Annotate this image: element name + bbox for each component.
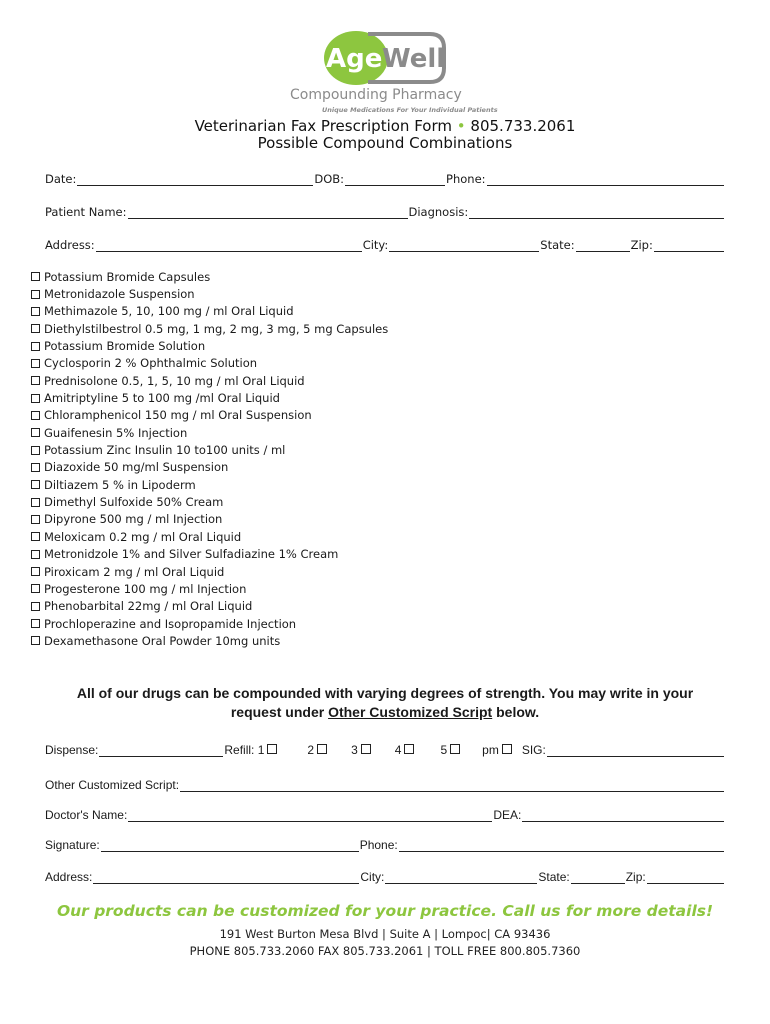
medication-item bbox=[31, 337, 388, 354]
medication-item bbox=[31, 320, 388, 337]
medication-item bbox=[31, 563, 388, 580]
medication-checkbox[interactable] bbox=[31, 463, 40, 472]
date-label: Date: bbox=[45, 172, 77, 186]
logo-subtitle: Compounding Pharmacy bbox=[290, 87, 462, 103]
row-address bbox=[45, 236, 725, 252]
logo-brand-age: Age bbox=[326, 44, 383, 74]
medication-checkbox[interactable] bbox=[31, 359, 40, 368]
row-signature-phone bbox=[45, 836, 725, 852]
form-subtitle: Possible Compound Combinations bbox=[257, 134, 513, 152]
medication-item bbox=[31, 528, 388, 545]
patient-name-field[interactable] bbox=[128, 206, 408, 219]
medication-checkbox[interactable] bbox=[31, 272, 40, 281]
doctor-address-label: Address: bbox=[45, 870, 93, 884]
medication-item bbox=[31, 459, 388, 476]
refill-label: Refill: 1 bbox=[224, 743, 265, 757]
medication-checkbox[interactable] bbox=[31, 394, 40, 403]
refill-5-label: 5 bbox=[440, 743, 448, 757]
medication-item bbox=[31, 493, 388, 510]
doctor-address-field[interactable] bbox=[93, 871, 359, 884]
medication-label: Metronidazole Suspension bbox=[44, 287, 195, 302]
compounding-notice bbox=[40, 684, 730, 722]
notice-line-2-pre: request under bbox=[230, 704, 325, 720]
medication-label: Diltiazem 5 % in Lipoderm bbox=[44, 477, 196, 492]
zip-field[interactable] bbox=[654, 239, 724, 252]
medication-item bbox=[31, 441, 388, 458]
medication-checkbox[interactable] bbox=[31, 584, 40, 593]
medication-checkbox[interactable] bbox=[31, 411, 40, 420]
dispense-label: Dispense: bbox=[45, 743, 99, 757]
medication-checkbox[interactable] bbox=[31, 515, 40, 524]
medication-checkbox[interactable] bbox=[31, 342, 40, 351]
diagnosis-field[interactable] bbox=[469, 206, 724, 219]
dob-field[interactable] bbox=[345, 173, 445, 186]
doctor-phone-label: Phone: bbox=[359, 838, 398, 852]
notice-other-script-link: Other Customized Script bbox=[328, 704, 493, 720]
signature-field[interactable] bbox=[101, 839, 359, 852]
footer-phones: PHONE 805.733.2060 FAX 805.733.2061 | TOLL FREE 800.805.7360 bbox=[189, 944, 581, 958]
medication-label: Amitriptyline 5 to 100 mg /ml Oral Liquid bbox=[44, 391, 280, 406]
medication-checkbox[interactable] bbox=[31, 619, 40, 628]
logo-mark bbox=[318, 28, 450, 88]
doctor-name-label: Doctor's Name: bbox=[45, 808, 128, 822]
row-doctor-address bbox=[45, 868, 725, 884]
medication-label: Phenobarbital 22mg / ml Oral Liquid bbox=[44, 599, 253, 614]
dispense-field[interactable] bbox=[99, 744, 223, 757]
doctor-state-field[interactable] bbox=[571, 871, 625, 884]
state-label: State: bbox=[540, 238, 575, 252]
medication-checkbox[interactable] bbox=[31, 550, 40, 559]
medication-label: Metronidzole 1% and Silver Sulfadiazine 1% Cream bbox=[44, 547, 339, 562]
row-patient-diagnosis bbox=[45, 203, 725, 219]
doctor-zip-label: Zip: bbox=[625, 870, 646, 884]
doctor-city-label: City: bbox=[360, 870, 385, 884]
medication-label: Methimazole 5, 10, 100 mg / ml Oral Liquid bbox=[44, 304, 294, 319]
doctor-city-field[interactable] bbox=[385, 871, 537, 884]
diagnosis-label: Diagnosis: bbox=[408, 205, 469, 219]
medication-checkbox[interactable] bbox=[31, 428, 40, 437]
medication-label: Diazoxide 50 mg/ml Suspension bbox=[44, 460, 229, 475]
refill-1-checkbox[interactable] bbox=[267, 744, 277, 754]
title-separator-dot: • bbox=[456, 117, 466, 135]
medication-label: Prednisolone 0.5, 1, 5, 10 mg / ml Oral Liquid bbox=[44, 373, 305, 388]
zip-label: Zip: bbox=[630, 238, 653, 252]
medication-item bbox=[31, 546, 388, 563]
medication-label: Guaifenesin 5% Injection bbox=[44, 425, 188, 440]
medication-checkbox[interactable] bbox=[31, 567, 40, 576]
dob-label: DOB: bbox=[314, 172, 345, 186]
medication-label: Potassium Zinc Insulin 10 to100 units / ml bbox=[44, 443, 286, 458]
medication-label: Chloramphenicol 150 mg / ml Oral Suspension bbox=[44, 408, 312, 423]
medication-item bbox=[31, 511, 388, 528]
medication-checkbox[interactable] bbox=[31, 290, 40, 299]
medication-label: Cyclosporin 2 % Ophthalmic Solution bbox=[44, 356, 258, 371]
medication-label: Dimethyl Sulfoxide 50% Cream bbox=[44, 495, 224, 510]
city-label: City: bbox=[362, 238, 389, 252]
refill-5-checkbox[interactable] bbox=[450, 744, 460, 754]
dea-field[interactable] bbox=[522, 809, 724, 822]
logo-tagline: Unique Medications For Your Individual Patients bbox=[322, 106, 498, 114]
medication-checkbox[interactable] bbox=[31, 446, 40, 455]
medication-item bbox=[31, 424, 388, 441]
medication-label: Diethylstilbestrol 0.5 mg, 1 mg, 2 mg, 3 mg, 5 mg Capsules bbox=[44, 321, 389, 336]
refill-3-checkbox[interactable] bbox=[361, 744, 371, 754]
notice-line-1: All of our drugs can be compounded with varying degrees of strength. You may write in your bbox=[76, 685, 694, 701]
doctor-name-field[interactable] bbox=[128, 809, 492, 822]
form-title bbox=[0, 117, 770, 135]
medication-checkbox[interactable] bbox=[31, 532, 40, 541]
refill-4-label: 4 bbox=[394, 743, 402, 757]
medication-checkbox[interactable] bbox=[31, 498, 40, 507]
address-label: Address: bbox=[45, 238, 95, 252]
medication-item bbox=[31, 372, 388, 389]
medication-label: Prochloperazine and Isopropamide Injection bbox=[44, 616, 297, 631]
refill-4-checkbox[interactable] bbox=[404, 744, 414, 754]
agewell-logo bbox=[0, 28, 770, 118]
medication-checkbox[interactable] bbox=[31, 307, 40, 316]
medication-item bbox=[31, 580, 388, 597]
medication-checklist bbox=[31, 268, 388, 650]
medication-checkbox[interactable] bbox=[31, 324, 40, 333]
medication-item bbox=[31, 476, 388, 493]
medication-label: Piroxicam 2 mg / ml Oral Liquid bbox=[44, 564, 225, 579]
medication-item bbox=[31, 632, 388, 649]
phone-field[interactable] bbox=[487, 173, 724, 186]
date-field[interactable] bbox=[77, 173, 313, 186]
medication-label: Potassium Bromide Solution bbox=[44, 339, 206, 354]
doctor-state-label: State: bbox=[538, 870, 570, 884]
row-date-dob-phone bbox=[45, 170, 725, 186]
row-dispense-refill bbox=[45, 741, 725, 757]
medication-item bbox=[31, 303, 388, 320]
logo-brand-well: Well bbox=[382, 44, 446, 74]
medication-item bbox=[31, 285, 388, 302]
phone-label: Phone: bbox=[446, 172, 486, 186]
medication-item bbox=[31, 355, 388, 372]
promo-text: Our products can be customized for your practice. Call us for more details! bbox=[56, 902, 714, 920]
pm-checkbox[interactable] bbox=[502, 744, 512, 754]
medication-item bbox=[31, 598, 388, 615]
signature-label: Signature: bbox=[45, 838, 100, 852]
dea-label: DEA: bbox=[493, 808, 522, 822]
medication-label: Meloxicam 0.2 mg / ml Oral Liquid bbox=[44, 529, 242, 544]
form-title-phone: 805.733.2061 bbox=[470, 117, 576, 135]
row-other-script bbox=[45, 776, 725, 792]
sig-label: SIG: bbox=[521, 743, 546, 757]
refill-2-checkbox[interactable] bbox=[317, 744, 327, 754]
medication-label: Potassium Bromide Capsules bbox=[44, 269, 211, 284]
refill-2-label: 2 bbox=[307, 743, 315, 757]
medication-label: Progesterone 100 mg / ml Injection bbox=[44, 581, 247, 596]
other-script-field[interactable] bbox=[180, 779, 724, 792]
row-doctor-dea bbox=[45, 806, 725, 822]
notice-line-2 bbox=[40, 703, 730, 722]
patient-name-label: Patient Name: bbox=[45, 205, 127, 219]
medication-checkbox[interactable] bbox=[31, 480, 40, 489]
medication-item bbox=[31, 407, 388, 424]
state-field[interactable] bbox=[576, 239, 630, 252]
form-title-text: Veterinarian Fax Prescription Form bbox=[194, 117, 452, 135]
medication-checkbox[interactable] bbox=[31, 376, 40, 385]
other-script-label: Other Customized Script: bbox=[45, 778, 180, 792]
address-field[interactable] bbox=[96, 239, 362, 252]
city-field[interactable] bbox=[389, 239, 539, 252]
medication-checkbox[interactable] bbox=[31, 636, 40, 645]
pm-label: pm bbox=[482, 743, 499, 757]
doctor-phone-field[interactable] bbox=[399, 839, 724, 852]
refill-3-label: 3 bbox=[351, 743, 358, 757]
medication-item bbox=[31, 268, 388, 285]
notice-line-2-post: below. bbox=[496, 704, 540, 720]
medication-label: Dipyrone 500 mg / ml Injection bbox=[44, 512, 223, 527]
medication-item bbox=[31, 615, 388, 632]
sig-field[interactable] bbox=[547, 744, 724, 757]
footer-address: 191 West Burton Mesa Blvd | Suite A | Lompoc| CA 93436 bbox=[219, 927, 551, 941]
medication-checkbox[interactable] bbox=[31, 602, 40, 611]
medication-label: Dexamethasone Oral Powder 10mg units bbox=[44, 633, 281, 648]
doctor-zip-field[interactable] bbox=[647, 871, 724, 884]
medication-item bbox=[31, 389, 388, 406]
